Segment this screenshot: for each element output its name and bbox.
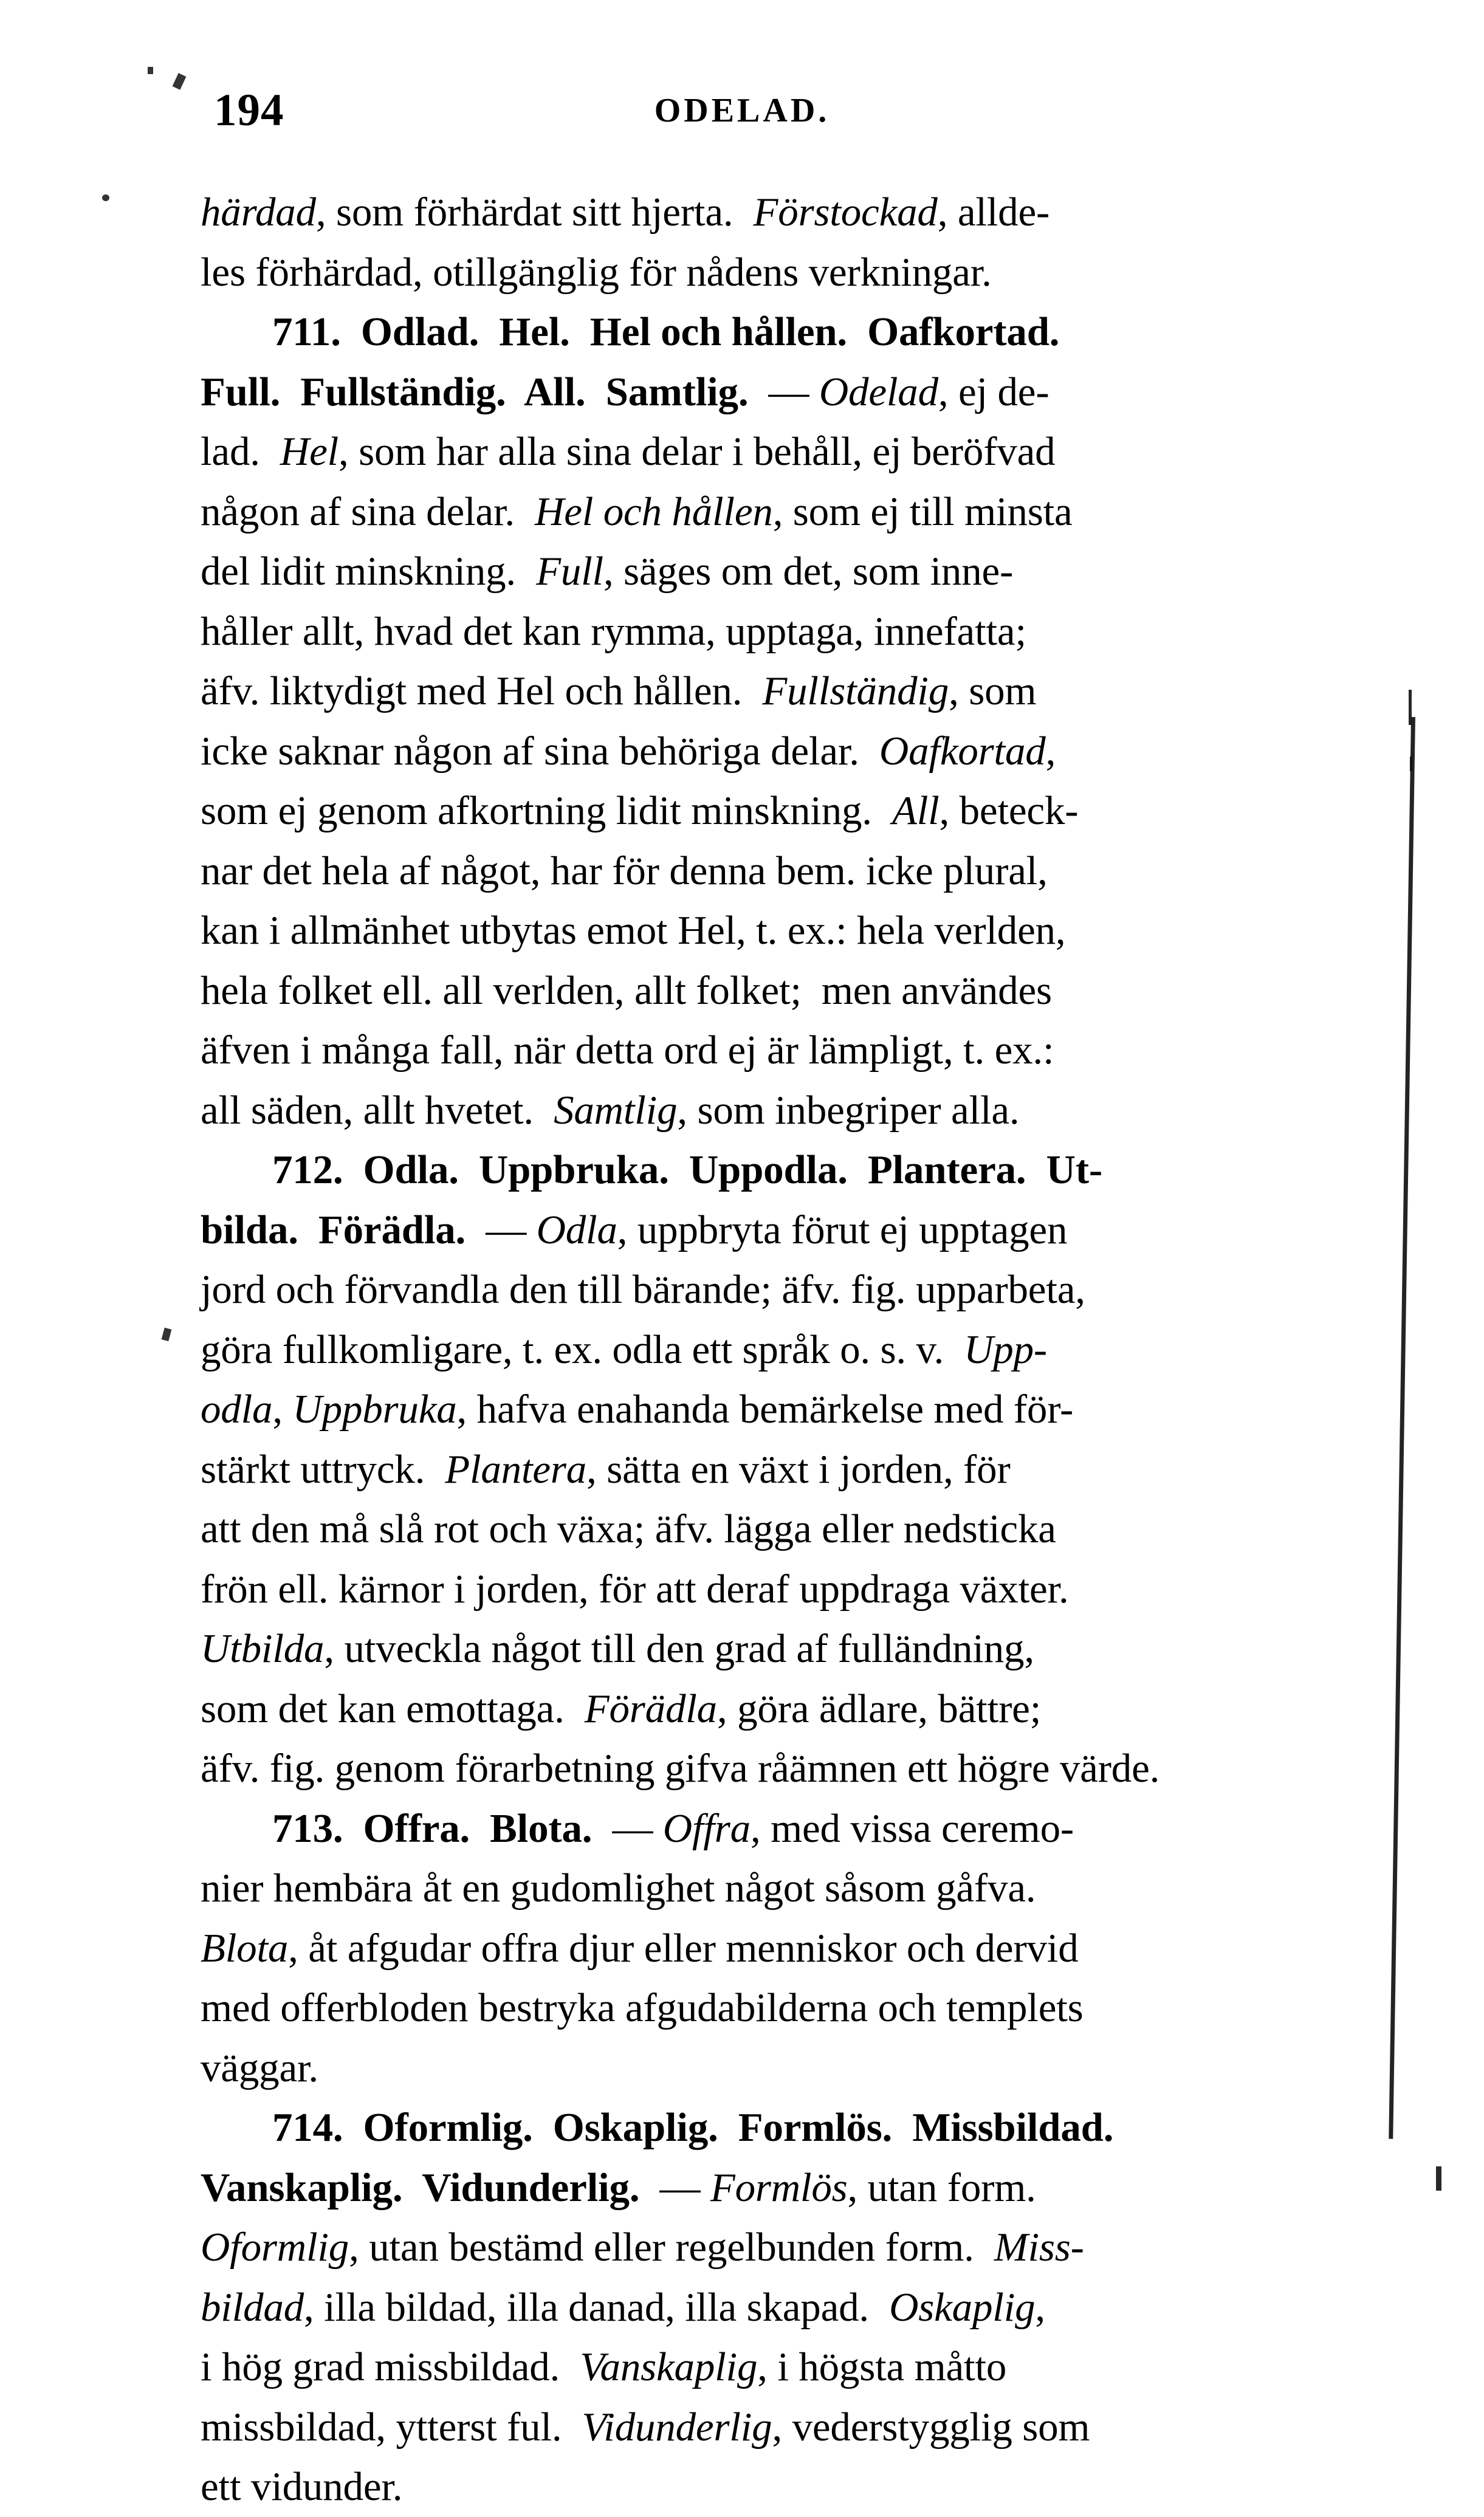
text-run: missbildad, ytterst ful. [201, 2404, 582, 2450]
headword-italic: Miss- [994, 2225, 1084, 2270]
text-line [201, 961, 1373, 1021]
text-line [201, 841, 1373, 901]
text-run: les förhärdad, otillgänglig för nådens verkningar. [201, 249, 992, 295]
text-run: , som ej till minsta [772, 489, 1073, 534]
headword-italic: Upp- [964, 1327, 1047, 1372]
text-run: , allde- [937, 190, 1050, 235]
text-run: all säden, allt hvetet. [201, 1087, 554, 1133]
text-run: , utan form. [847, 2165, 1036, 2210]
scan-speck-a [148, 67, 153, 74]
headword-italic: Hel [280, 429, 339, 474]
text-run: håller allt, hvad det kan rymma, upptaga, innefatta; [201, 608, 1026, 654]
headword-italic: Oafkortad [879, 728, 1046, 774]
text-run: , som förhärdat sitt hjerta. [315, 190, 754, 235]
text-run: äfv. liktydigt med Hel och hållen. [201, 668, 763, 713]
headword-bold: 713. Offra. Blota. [272, 1805, 593, 1851]
headword-italic: Full [536, 549, 603, 594]
text-run: , åt afgudar offra djur eller menniskor och dervid [288, 1925, 1079, 1971]
headword-italic: Samtlig [554, 1087, 678, 1133]
text-line [201, 541, 1373, 602]
page-edge-tick-top [1409, 690, 1412, 725]
text-run: stärkt uttryck. [201, 1446, 445, 1492]
text-line [201, 1799, 1373, 1859]
headword-bold: Full. Fullständig. All. Samtlig. [201, 369, 749, 414]
headword-bold: 712. Odla. Uppbruka. Uppodla. Plantera. Ut- [272, 1147, 1102, 1192]
text-run: — [748, 369, 819, 414]
text-line [201, 901, 1373, 961]
text-line [201, 1440, 1373, 1500]
page-edge-tick-bottom [1436, 2166, 1441, 2191]
text-run: — [592, 1805, 663, 1851]
text-run: göra fullkomligare, t. ex. odla ett språk o. s. v. [201, 1327, 964, 1372]
text-run: , med vissa ceremo- [751, 1805, 1074, 1851]
text-run: — [639, 2165, 710, 2210]
text-run: nier hembära åt en gudomlighet något såsom gåfva. [201, 1866, 1036, 1911]
scan-speck-d [162, 1328, 172, 1341]
text-line [201, 1499, 1373, 1559]
text-line [201, 1679, 1373, 1739]
headword-bold: Vanskaplig. Vidunderlig. [201, 2165, 640, 2210]
text-run: , hafva enahanda bemärkelse med för- [456, 1387, 1074, 1432]
headword-italic: Förädla [584, 1686, 717, 1731]
text-line [201, 2337, 1373, 2397]
headword-italic: Oskaplig [889, 2284, 1036, 2330]
text-line [201, 482, 1373, 542]
text-line [201, 1559, 1373, 1619]
text-run: väggar. [201, 2045, 318, 2090]
text-run: hela folket ell. all verlden, allt folket; men användes [201, 967, 1052, 1013]
text-run: äfv. fig. genom förarbetning gifva råämnen ett högre värde. [201, 1746, 1160, 1791]
text-line [201, 1140, 1373, 1200]
text-line [201, 661, 1373, 721]
text-run: lad. [201, 429, 280, 474]
text-line [201, 2098, 1373, 2158]
headword-italic: Fullständig [762, 668, 949, 713]
text-run: , utan bestämd eller regelbunden form. [349, 2225, 994, 2270]
text-line [201, 1020, 1373, 1080]
text-line [201, 2038, 1373, 2098]
headword-italic: Offra [662, 1805, 751, 1851]
text-run: jord och förvandla den till bärande; äfv. fig. upparbeta, [201, 1267, 1085, 1312]
headword-italic: Utbilda [201, 1626, 325, 1671]
text-line [201, 2457, 1373, 2517]
text-line [201, 302, 1373, 362]
text-run: någon af sina delar. [201, 489, 535, 534]
text-line [201, 1619, 1373, 1679]
text-line [201, 1260, 1373, 1320]
text-line [201, 1978, 1373, 2038]
headword-bold: 711. Odlad. Hel. Hel och hållen. Oafkortad. [272, 309, 1060, 354]
text-run: kan i allmänhet utbytas emot Hel, t. ex.: hela verlden, [201, 908, 1066, 953]
page-text-body [201, 182, 1373, 2517]
headword-bold: bilda. Förädla. [201, 1207, 466, 1252]
headword-italic: härdad [201, 190, 316, 235]
text-run: , sätta en växt i jorden, för [586, 1446, 1011, 1492]
text-run: del lidit minskning. [201, 549, 537, 594]
text-line [201, 422, 1373, 482]
text-run: , som inbegriper alla. [677, 1087, 1020, 1133]
headword-italic: bildad [201, 2284, 304, 2330]
text-line [201, 182, 1373, 242]
text-line [201, 2397, 1373, 2457]
headword-italic: Blota [201, 1925, 289, 1971]
text-run: , vederstygglig som [772, 2404, 1090, 2450]
page-number: 194 [214, 85, 284, 136]
text-run: ett vidunder. [201, 2464, 403, 2509]
headword-italic: Uppbruka [292, 1387, 457, 1432]
text-line [201, 2217, 1373, 2278]
headword-bold: 714. Oformlig. Oskaplig. Formlös. Missbildad. [272, 2105, 1114, 2150]
headword-italic: Formlös [710, 2165, 848, 2210]
text-run: , beteck- [939, 788, 1079, 833]
text-line [201, 1379, 1373, 1440]
page-edge-artifact [1389, 717, 1415, 2139]
scan-speck-c [102, 194, 109, 201]
headword-italic: Odelad [819, 369, 938, 414]
text-run: frön ell. kärnor i jorden, för att deraf uppdraga växter. [201, 1566, 1069, 1612]
text-run: , utveckla något till den grad af fulländning, [324, 1626, 1034, 1671]
headword-italic: Vanskaplig [580, 2344, 758, 2389]
text-line [201, 1320, 1373, 1380]
text-run: , som [949, 668, 1037, 713]
text-run: , [1045, 728, 1056, 774]
headword-italic: Plantera [445, 1446, 587, 1492]
text-run: , säges om det, som inne- [603, 549, 1014, 594]
text-run: , [272, 1387, 293, 1432]
text-run: icke saknar någon af sina behöriga delar. [201, 728, 879, 774]
text-line [201, 1918, 1373, 1979]
text-run: , ej de- [938, 369, 1049, 414]
running-head [0, 80, 1484, 147]
text-line [201, 1200, 1373, 1260]
text-run: , uppbryta förut ej upptagen [617, 1207, 1068, 1252]
headword-italic: Vidunderlig [582, 2404, 772, 2450]
text-run: äfven i många fall, när detta ord ej är lämpligt, t. ex.: [201, 1028, 1054, 1073]
text-line [201, 1858, 1373, 1918]
text-line [201, 1739, 1373, 1799]
text-run: som det kan emottaga. [201, 1686, 585, 1731]
text-run: , illa bildad, illa danad, illa skapad. [304, 2284, 890, 2330]
running-head-title: ODELAD. [654, 92, 830, 129]
text-line [201, 721, 1373, 781]
text-run: , göra ädlare, bättre; [716, 1686, 1042, 1731]
headword-italic: Odla [536, 1207, 617, 1252]
text-line [201, 242, 1373, 303]
text-line [201, 602, 1373, 662]
text-line [201, 2158, 1373, 2218]
text-run: , som har alla sina delar i behåll, ej beröfvad [338, 429, 1056, 474]
page-edge-tick-mid [1410, 757, 1412, 771]
text-run: med offerbloden bestryka afgudabilderna och templets [201, 1985, 1084, 2030]
text-line [201, 2278, 1373, 2338]
text-run: att den må slå rot och växa; äfv. lägga eller nedsticka [201, 1506, 1056, 1551]
text-line [201, 362, 1373, 422]
text-line [201, 781, 1373, 841]
headword-italic: Oformlig [201, 2225, 349, 2270]
text-run: i hög grad missbildad. [201, 2344, 580, 2389]
headword-italic: Förstockad [753, 190, 938, 235]
text-run: — [465, 1207, 537, 1252]
text-run: , i högsta måtto [757, 2344, 1007, 2389]
text-run: som ej genom afkortning lidit minskning. [201, 788, 892, 833]
headword-italic: Hel och hållen [535, 489, 773, 534]
headword-italic: All [891, 788, 940, 833]
text-run: nar det hela af något, har för denna bem. icke plural, [201, 848, 1048, 893]
text-run: , [1035, 2284, 1045, 2330]
headword-italic: odla [201, 1387, 273, 1432]
text-line [201, 1080, 1373, 1141]
